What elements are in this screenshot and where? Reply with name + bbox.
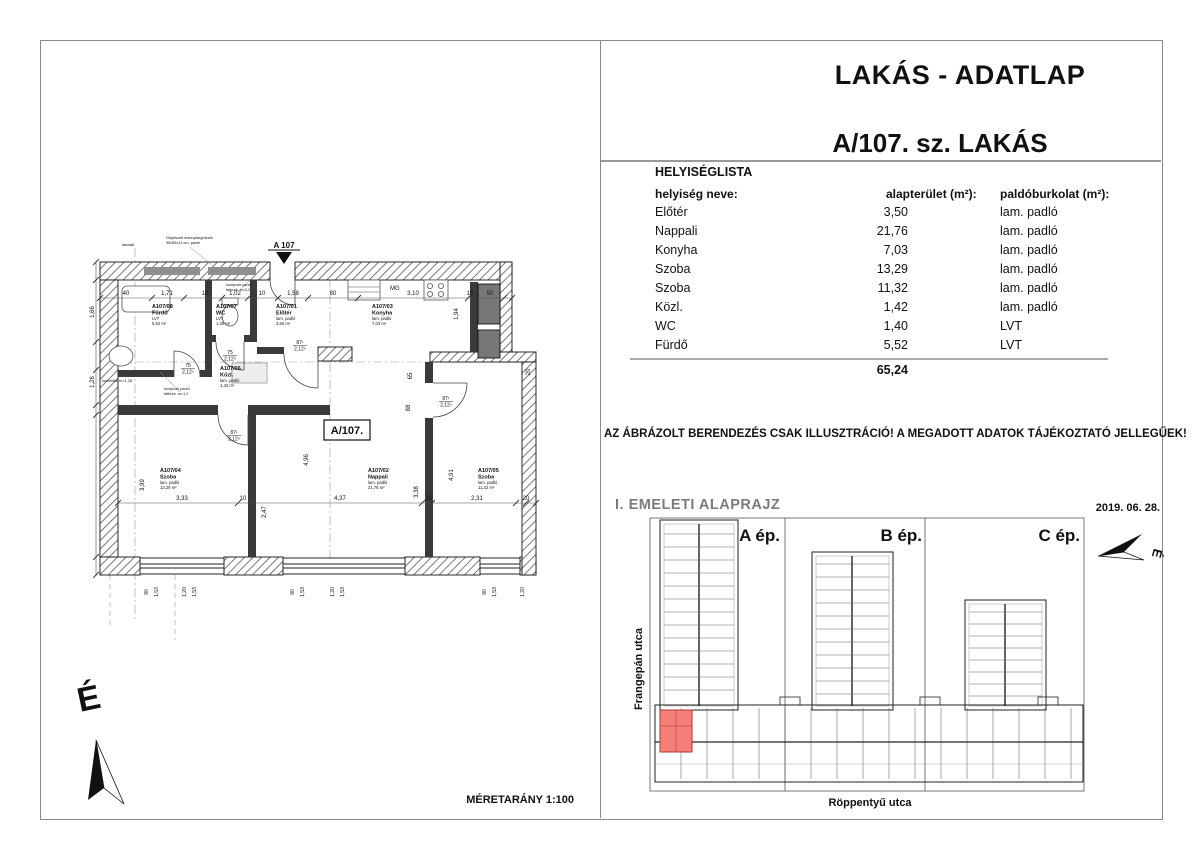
panel-divider [600, 40, 601, 818]
room-floor-type: LVT [216, 316, 224, 321]
room-row [630, 243, 1130, 262]
room-row [630, 319, 1130, 338]
window-dimension-label: 90 [144, 589, 150, 595]
building-c-label: C ép. [1038, 526, 1080, 545]
building-b-label: B ép. [880, 526, 922, 545]
room-area-cell: 21,76 [876, 224, 908, 238]
annotation-note: szerelőfal m=1,28 [102, 379, 133, 383]
dimension-label: 2,31 [471, 496, 483, 502]
room-area-cell: 7,03 [883, 243, 908, 257]
dimension-label: 88 [406, 404, 412, 412]
room-floor-type: lam. padló [220, 378, 240, 383]
room-area: 21,76 m² [368, 485, 385, 490]
room-floor-cell: lam. padló [1000, 300, 1058, 314]
door-size-label: 87¹ [296, 340, 304, 346]
room-list-heading: HELYISÉGLISTA [655, 165, 753, 179]
door-size-label: 2,12⁵ [440, 402, 452, 409]
room-code: A107/06 [220, 366, 241, 372]
room-floor-type: lam. padló [372, 316, 392, 321]
document-title: LAKÁS - ADATLAP [834, 60, 1086, 90]
column-header-area: alapterület (m²): [886, 187, 977, 201]
room-row [630, 262, 1130, 281]
column-header-name: helyiség neve: [655, 187, 738, 201]
room-area: 13,29 m² [160, 485, 177, 490]
dimension-label: 2,47 [262, 506, 268, 518]
entrance-arrow-icon [276, 252, 292, 264]
room-floor-type: lam. padló [160, 480, 180, 485]
room-area-cell: 1,40 [883, 319, 908, 333]
dimension-label: 1,58 [287, 291, 299, 297]
site-plan [630, 514, 1168, 814]
dimension-label: 1,66 [90, 306, 96, 318]
apartment-stamp [324, 420, 370, 440]
window-dimension-label: 1,53 [340, 587, 346, 597]
room-name-cell: Fürdő [655, 338, 688, 352]
interior-walls [118, 280, 478, 557]
highlighted-apartment [660, 710, 692, 752]
total-area: 65,24 [876, 363, 908, 377]
room-floor-type: lam. padló [478, 480, 498, 485]
north-indicator [74, 678, 124, 804]
room-row [630, 224, 1130, 243]
room-area-cell: 11,32 [877, 281, 908, 295]
room-name-cell: Konyha [655, 243, 698, 257]
room-name: Fürdő [152, 310, 168, 317]
fixtures [109, 280, 448, 383]
window-dimension-label: 1,53 [192, 587, 198, 597]
date-label: 2019. 06. 28. [1095, 502, 1160, 514]
room-floor-cell: lam. padló [1000, 281, 1058, 295]
room-code: A107/01 [276, 304, 297, 310]
room-area-cell: 5,52 [883, 338, 908, 352]
apartment-title: A/107. sz. LAKÁS [832, 128, 1048, 158]
title-separator [601, 160, 1161, 162]
room-name: WC [216, 310, 226, 317]
window-dimension-label: 1,20 [182, 587, 188, 597]
column-header-floor: paldóburkolat (m²): [1000, 187, 1110, 201]
dimension-label: 1,94 [454, 308, 460, 320]
annotation-note: kompozit panel [164, 387, 190, 391]
window-dimension-label: 1,20 [520, 587, 526, 597]
dimension-label: 10 [466, 291, 474, 297]
window-dimension-label: 90 [290, 589, 296, 595]
room-row [630, 205, 1130, 224]
dimension-label: 10 [201, 291, 209, 297]
room-floor-type: lam. padló [276, 316, 296, 321]
room-floor-type: lam. padló [368, 480, 388, 485]
room-floor-cell: lam. padló [1000, 262, 1058, 276]
dimension-label: 50 [486, 291, 494, 297]
door-size-label: 75 [185, 363, 191, 369]
window-dimension-label: 1,53 [154, 587, 160, 597]
annotation-note: Gépészeti mennyiségmérés [166, 236, 214, 240]
room-code: A107/05 [478, 468, 499, 474]
room-code: A107/08 [152, 304, 173, 310]
window-dimension-label: 1,53 [300, 587, 306, 597]
room-floor-cell: LVT [1000, 338, 1022, 352]
entrance-marker [268, 241, 300, 264]
dimension-label: 4,96 [304, 454, 310, 466]
dimension-label: 10 [239, 496, 247, 502]
street-left-label: Frangepán utca [633, 628, 645, 710]
floor-level-label: I. EMELETI ALAPRAJZ [615, 497, 781, 513]
dimension-label: 3,99 [140, 479, 146, 491]
room-area-cell: 1,42 [883, 300, 908, 314]
site-north-indicator [1098, 534, 1166, 560]
floor-plan [40, 40, 600, 822]
room-name-cell: Előtér [655, 205, 688, 219]
room-name: Közl. [220, 372, 234, 379]
site-north-label: É [1148, 547, 1166, 560]
stamp-text: A/107. [330, 425, 364, 437]
door-size-label: 2,12⁵ [224, 356, 236, 363]
dimension-label: 65 [408, 372, 414, 380]
room-row [630, 281, 1130, 300]
room-name-cell: Nappali [655, 224, 698, 238]
stove [424, 280, 448, 300]
dimension-label: 40 [122, 291, 130, 297]
door-size-label: 87¹ [230, 430, 238, 436]
door-size-label: 2,12⁵ [228, 436, 240, 443]
dimension-label: 10 [258, 291, 266, 297]
dimension-label: 80 [329, 291, 337, 297]
room-floor-cell: lam. padló [1000, 205, 1058, 219]
room-name-cell: Szoba [655, 281, 691, 295]
room-code: A107/04 [160, 468, 181, 474]
door-size-label: 2,12⁵ [294, 346, 306, 353]
dimension-label: 10 [425, 496, 433, 502]
window-dimension-label: 1,53 [492, 587, 498, 597]
room-area: 11,32 m² [478, 485, 495, 490]
door-size-label: 2,12⁵ [182, 369, 194, 376]
wall-accent-strips [144, 267, 256, 275]
room-code: A107/02 [368, 468, 389, 474]
room-name: Szoba [160, 474, 177, 481]
kitchen-sink [348, 280, 380, 300]
room-name: Konyha [372, 310, 393, 317]
dimension-label: 3,33 [176, 496, 188, 502]
room-code: A107/03 [372, 304, 393, 310]
window-dimension-label: 1,20 [330, 587, 336, 597]
room-floor-cell: lam. padló [1000, 224, 1058, 238]
north-label: É [73, 677, 104, 720]
dimension-label: 3,10 [407, 291, 419, 297]
room-name-cell: WC [655, 319, 676, 333]
building-a-label: A ép. [739, 526, 780, 545]
room-floor-type: LVT [152, 316, 160, 321]
room-floor-cell: lam. padló [1000, 243, 1058, 257]
annotation-note: MG [390, 286, 400, 292]
room-area: 7,03 m² [372, 321, 387, 326]
annotation-note: fatburk. m=1,2 [164, 392, 189, 396]
dimension-label: 20 [522, 496, 530, 502]
dimension-label: 1,71 [161, 291, 173, 297]
dimension-label: 1,02 [229, 291, 241, 297]
disclaimer-text: AZ ÁBRÁZOLT BERENDEZÉS CSAK ILLUSZTRÁCIÓ! A MEGADOTT ADATOK TÁJÉKOZTATÓ JELLEGŰEK! [604, 428, 1187, 440]
dimension-label: 1,26 [90, 376, 96, 388]
annotation-note: 95x55x13 cm, panel [166, 241, 200, 245]
total-separator [630, 358, 1108, 360]
scale-label: MÉRETARÁNY 1:100 [466, 794, 574, 806]
room-table [630, 205, 1130, 357]
room-name: Nappali [368, 474, 388, 481]
room-area: 3,50 m² [276, 321, 291, 326]
room-row [630, 300, 1130, 319]
door-size-label: 87¹ [442, 396, 450, 402]
door-size-label: 75 [227, 350, 233, 356]
room-area-cell: 3,50 [883, 205, 908, 219]
room-name: Előtér [276, 310, 292, 317]
room-row [630, 338, 1130, 357]
room-name-cell: Közl. [655, 300, 683, 314]
room-area-cell: 13,29 [876, 262, 908, 276]
annotation-note: fatusak [122, 243, 135, 247]
room-area: 1,40 m² [216, 321, 231, 326]
dimension-label: 4,91 [449, 469, 455, 481]
window-dimension-label: 90 [482, 589, 488, 595]
dimension-label: 20 [526, 368, 532, 376]
room-area: 5,52 m² [152, 321, 167, 326]
street-bottom-label: Röppentyű utca [828, 797, 912, 809]
annotation-note: kompozit panel [226, 283, 252, 287]
room-area: 1,42 m² [220, 383, 235, 388]
annotation-note: fatburk. m=2,0 [226, 288, 251, 292]
room-name-cell: Szoba [655, 262, 691, 276]
room-code: A107/07 [216, 304, 237, 310]
room-floor-cell: LVT [1000, 319, 1022, 333]
entrance-label: A 107 [273, 241, 295, 250]
washbasin [109, 346, 133, 366]
dimension-label: 4,37 [334, 496, 346, 502]
room-name: Szoba [478, 474, 495, 481]
dimension-label: 3,38 [414, 486, 420, 498]
